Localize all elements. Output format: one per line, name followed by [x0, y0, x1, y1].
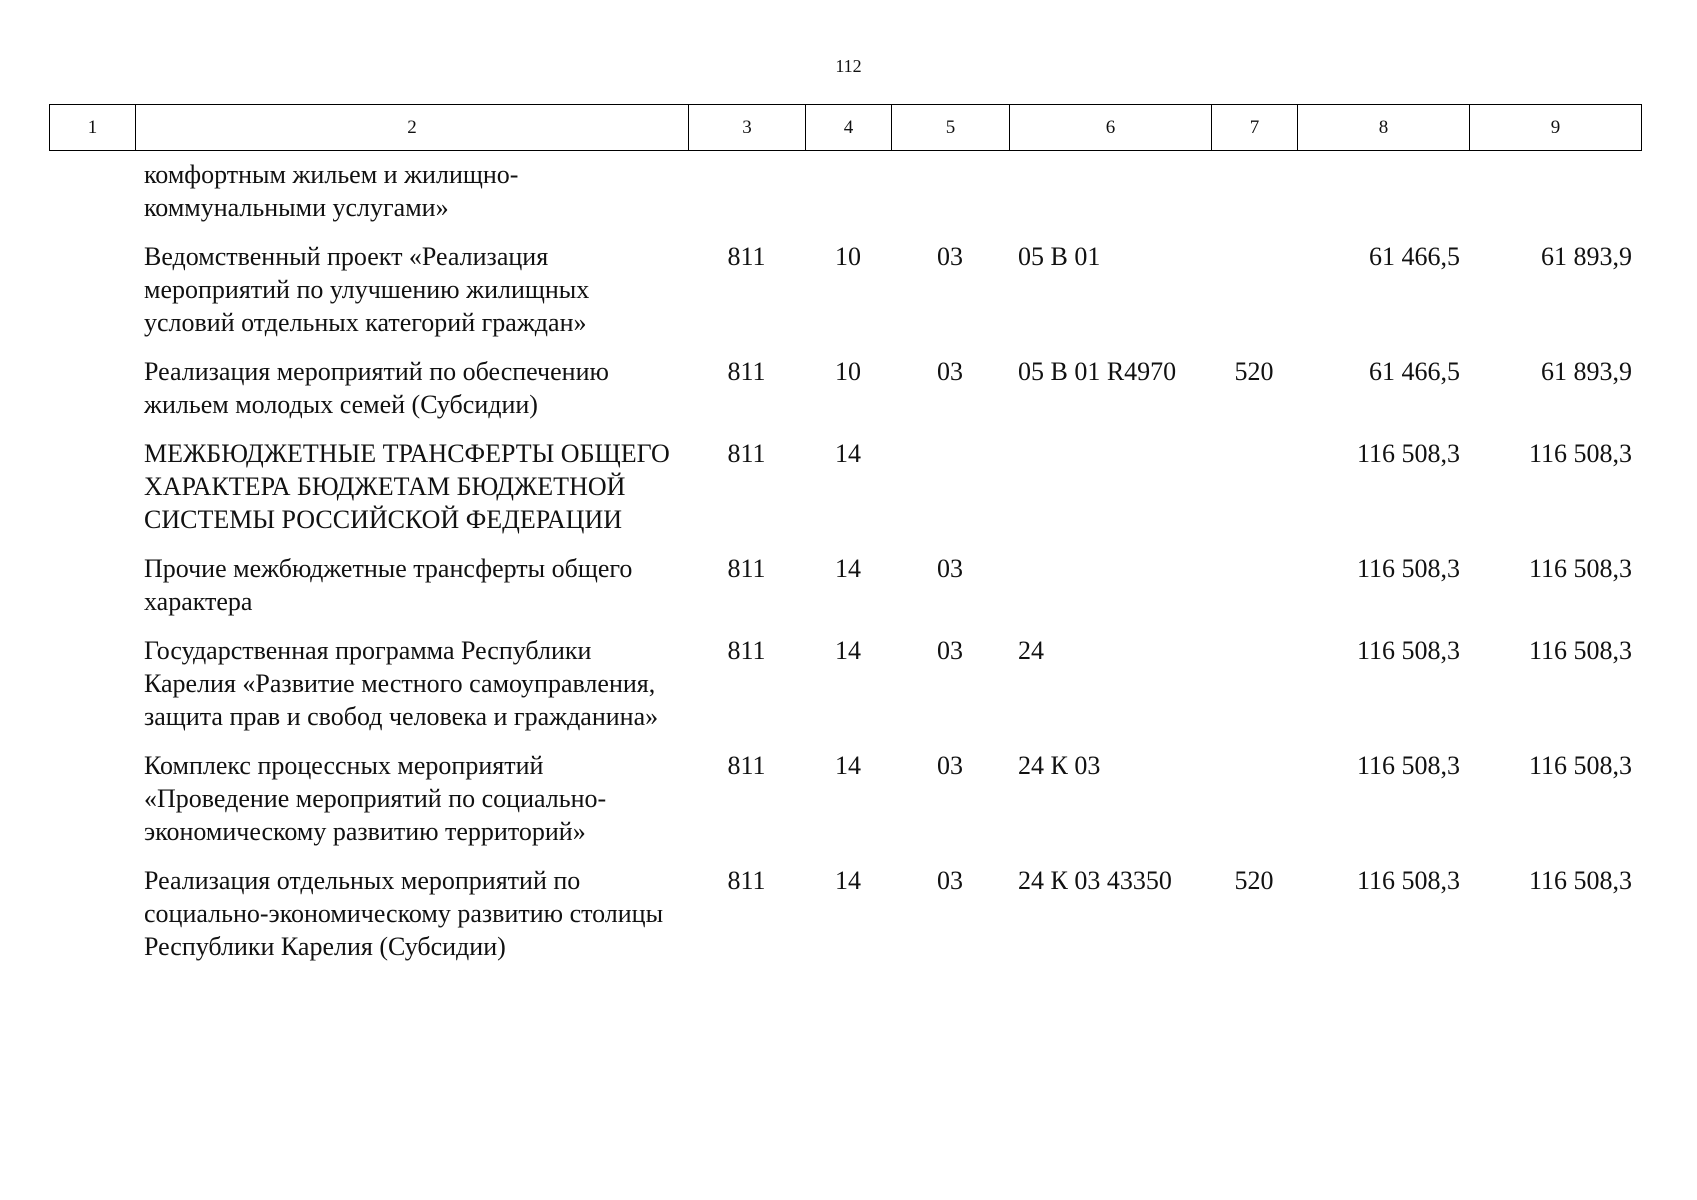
target-article-code — [1009, 429, 1211, 544]
target-article-code: 24 К 03 43350 — [1018, 866, 1172, 895]
target-article-code: 24 — [1018, 636, 1044, 665]
subsection-code: 03 — [937, 636, 963, 665]
amount-year-1: 116 508,3 — [1356, 636, 1460, 665]
admin-code — [688, 150, 805, 232]
target-article-code — [1009, 544, 1211, 626]
budget-table — [49, 150, 1641, 971]
section-code: 10 — [835, 357, 861, 386]
section-code: 14 — [835, 439, 861, 468]
table-row — [49, 232, 1641, 347]
section-code: 10 — [835, 242, 861, 271]
subsection-code: 03 — [937, 866, 963, 895]
item-name: Комплекс процессных мероприятий «Проведение мероприятий по социально-экономическому развитию территорий» — [144, 751, 607, 846]
item-name: МЕЖБЮДЖЕТНЫЕ ТРАНСФЕРТЫ ОБЩЕГО ХАРАКТЕРА БЮДЖЕТАМ БЮДЖЕТНОЙ СИСТЕМЫ РОССИЙСКОЙ ФЕДЕРАЦИИ — [144, 439, 670, 534]
section-code: 14 — [835, 636, 861, 665]
subsection-code: 03 — [937, 751, 963, 780]
column-number: 2 — [136, 105, 689, 151]
expense-type-code — [1211, 741, 1297, 856]
expense-type-code: 520 — [1234, 357, 1274, 386]
table-row — [49, 544, 1641, 626]
amount-year-2: 116 508,3 — [1528, 751, 1632, 780]
admin-code: 811 — [727, 636, 766, 665]
amount-year-2: 116 508,3 — [1528, 554, 1632, 583]
section-code: 14 — [835, 751, 861, 780]
target-article-code: 05 В 01 — [1018, 242, 1101, 271]
item-name: Прочие межбюджетные трансферты общего характера — [144, 554, 633, 616]
table-row — [49, 741, 1641, 856]
table-row — [49, 856, 1641, 971]
column-number: 9 — [1470, 105, 1642, 151]
admin-code: 811 — [727, 439, 766, 468]
column-number-header — [49, 104, 1642, 151]
item-name: Ведомственный проект «Реализация мероприятий по улучшению жилищных условий отдельных категорий граждан» — [144, 242, 590, 337]
item-name: Реализация отдельных мероприятий по социально-экономическому развитию столицы Республики Карелия (Субсидии) — [144, 866, 664, 961]
admin-code: 811 — [727, 554, 766, 583]
amount-year-1: 61 466,5 — [1369, 242, 1460, 271]
amount-year-1: 116 508,3 — [1356, 439, 1460, 468]
subsection-code — [891, 150, 1009, 232]
column-number: 3 — [689, 105, 806, 151]
column-number: 6 — [1010, 105, 1212, 151]
table-row — [49, 429, 1641, 544]
amount-year-1: 116 508,3 — [1356, 751, 1460, 780]
target-article-code: 24 К 03 — [1018, 751, 1101, 780]
amount-year-1: 61 466,5 — [1369, 357, 1460, 386]
page-number: 112 — [835, 56, 862, 76]
amount-year-2: 116 508,3 — [1528, 439, 1632, 468]
admin-code: 811 — [727, 751, 766, 780]
item-name: Государственная программа Республики Карелия «Развитие местного самоуправления, защита прав и свобод человека и гражданина» — [144, 636, 659, 731]
column-number: 4 — [806, 105, 892, 151]
table-row — [49, 347, 1641, 429]
table-row — [49, 150, 1641, 232]
target-article-code — [1009, 150, 1211, 232]
item-name: Реализация мероприятий по обеспечению жильем молодых семей (Субсидии) — [144, 357, 609, 419]
subsection-code: 03 — [937, 554, 963, 583]
amount-year-2: 61 893,9 — [1541, 242, 1632, 271]
column-number: 7 — [1212, 105, 1298, 151]
expense-type-code — [1211, 626, 1297, 741]
amount-year-1 — [1297, 150, 1469, 232]
amount-year-2: 61 893,9 — [1541, 357, 1632, 386]
amount-year-2: 116 508,3 — [1528, 636, 1632, 665]
item-name: комфортным жильем и жилищно-коммунальными услугами» — [144, 160, 519, 222]
expense-type-code — [1211, 150, 1297, 232]
column-number: 1 — [50, 105, 136, 151]
amount-year-1: 116 508,3 — [1356, 554, 1460, 583]
expense-type-code: 520 — [1234, 866, 1274, 895]
section-code: 14 — [835, 866, 861, 895]
amount-year-2: 116 508,3 — [1528, 866, 1632, 895]
expense-type-code — [1211, 232, 1297, 347]
expense-type-code — [1211, 429, 1297, 544]
expense-type-code — [1211, 544, 1297, 626]
section-code — [805, 150, 891, 232]
table-row — [49, 626, 1641, 741]
section-code: 14 — [835, 554, 861, 583]
admin-code: 811 — [727, 242, 766, 271]
admin-code: 811 — [727, 357, 766, 386]
amount-year-2 — [1469, 150, 1641, 232]
column-number: 5 — [892, 105, 1010, 151]
subsection-code: 03 — [937, 242, 963, 271]
column-number: 8 — [1298, 105, 1470, 151]
admin-code: 811 — [727, 866, 766, 895]
subsection-code — [891, 429, 1009, 544]
target-article-code: 05 В 01 R4970 — [1018, 357, 1177, 386]
subsection-code: 03 — [937, 357, 963, 386]
amount-year-1: 116 508,3 — [1356, 866, 1460, 895]
